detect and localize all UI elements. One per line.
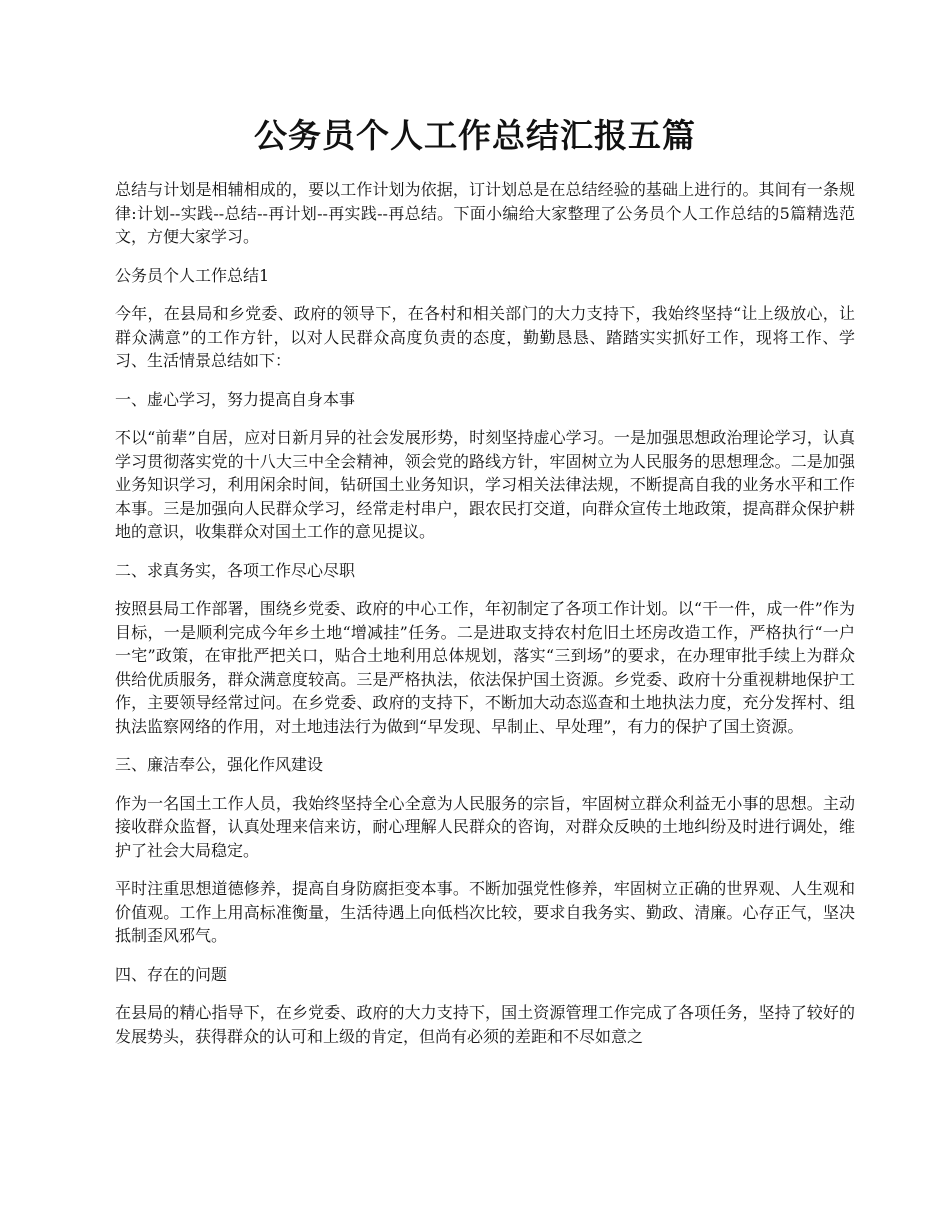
heading-integrity: 三、廉洁奉公，强化作风建设 (115, 755, 324, 774)
paragraph-opening: 今年，在县局和乡党委、政府的领导下，在各村和相关部门的大力支持下，我始终坚持“让上级放心，让群众满意”的工作方针，以对人民群众高度负责的态度，勤勤恳恳、踏踏实实抓好工作，现将工作、学习、生活情景总结如下： (115, 304, 855, 370)
section-title: 公务员个人工作总结1 (115, 265, 270, 285)
paragraph-integrity-2: 平时注重思想道德修养，提高自身防腐拒变本事。不断加强党性修养，牢固树立正确的世界观、人生观和价值观。工作上用高标准衡量，生活待遇上向低档次比较，要求自我务实、勤政、清廉。心存正气，坚决抵制歪风邪气。 (115, 879, 855, 945)
paragraph-integrity-1: 作为一名国土工作人员，我始终坚持全心全意为人民服务的宗旨，牢固树立群众利益无小事的思想。主动接收群众监督，认真处理来信来访，耐心理解人民群众的咨询，对群众反映的土地纠纷及时进行调处，维护了社会大局稳定。 (115, 793, 855, 860)
heading-work: 二、求真务实，各项工作尽心尽职 (115, 560, 356, 580)
intro-paragraph: 总结与计划是相辅相成的，要以工作计划为依据，订计划总是在总结经验的基础上进行的。其间有一条规律:计划--实践--总结--再计划--再实践--再总结。下面小编给大家整理了公务员个人工作总结的5篇精选范文，方便大家学习。 (115, 180, 855, 246)
heading-problems: 四、存在的问题 (115, 964, 228, 984)
document-title: 公务员个人工作总结汇报五篇 (254, 116, 696, 155)
heading-study: 一、虚心学习，努力提高自身本事 (115, 389, 356, 409)
paragraph-work: 按照县局工作部署，围绕乡党委、政府的中心工作，年初制定了各项工作计划。以“干一件，成一件”作为目标，一是顺利完成今年乡土地“增减挂”任务。二是进取支持农村危旧土坯房改造工作，严格执行“一户一宅”政策，在审批严把关口，贴合土地利用总体规划，落实“三到场”的要求，在办理审批手续上为群众供给优质服务，群众满意度较高。三是严格执法，依法保护国土资源。乡党委、政府十分重视耕地保护工作，主要领导经常过问。在乡党委、政府的支持下，不断加大动态巡查和土地执法力度，充分发挥村、组执法监察网络的作用，对土地违法行为做到“早发现、早制止、早处理”，有力的保护了国土资源。 (115, 599, 855, 736)
document-body (115, 178, 855, 1063)
paragraph-study: 不以“前辈”自居，应对日新月异的社会发展形势，时刻坚持虚心学习。一是加强思想政治理论学习，认真学习贯彻落实党的十八大三中全会精神，领会党的路线方针，牢固树立为人民服务的思想理念。二是加强业务知识学习，利用闲余时间，钻研国土业务知识，学习相关法律法规，不断提高自我的业务水平和工作本事。三是加强向人民群众学习，经常走村串户，跟农民打交道，向群众宣传土地政策，提高群众保护耕地的意识，收集群众对国土工作的意见提议。 (115, 428, 855, 541)
paragraph-problems: 在县局的精心指导下，在乡党委、政府的大力支持下，国土资源管理工作完成了各项任务，坚持了较好的发展势头，获得群众的认可和上级的肯定，但尚有必须的差距和不尽如意之 (115, 1003, 855, 1046)
